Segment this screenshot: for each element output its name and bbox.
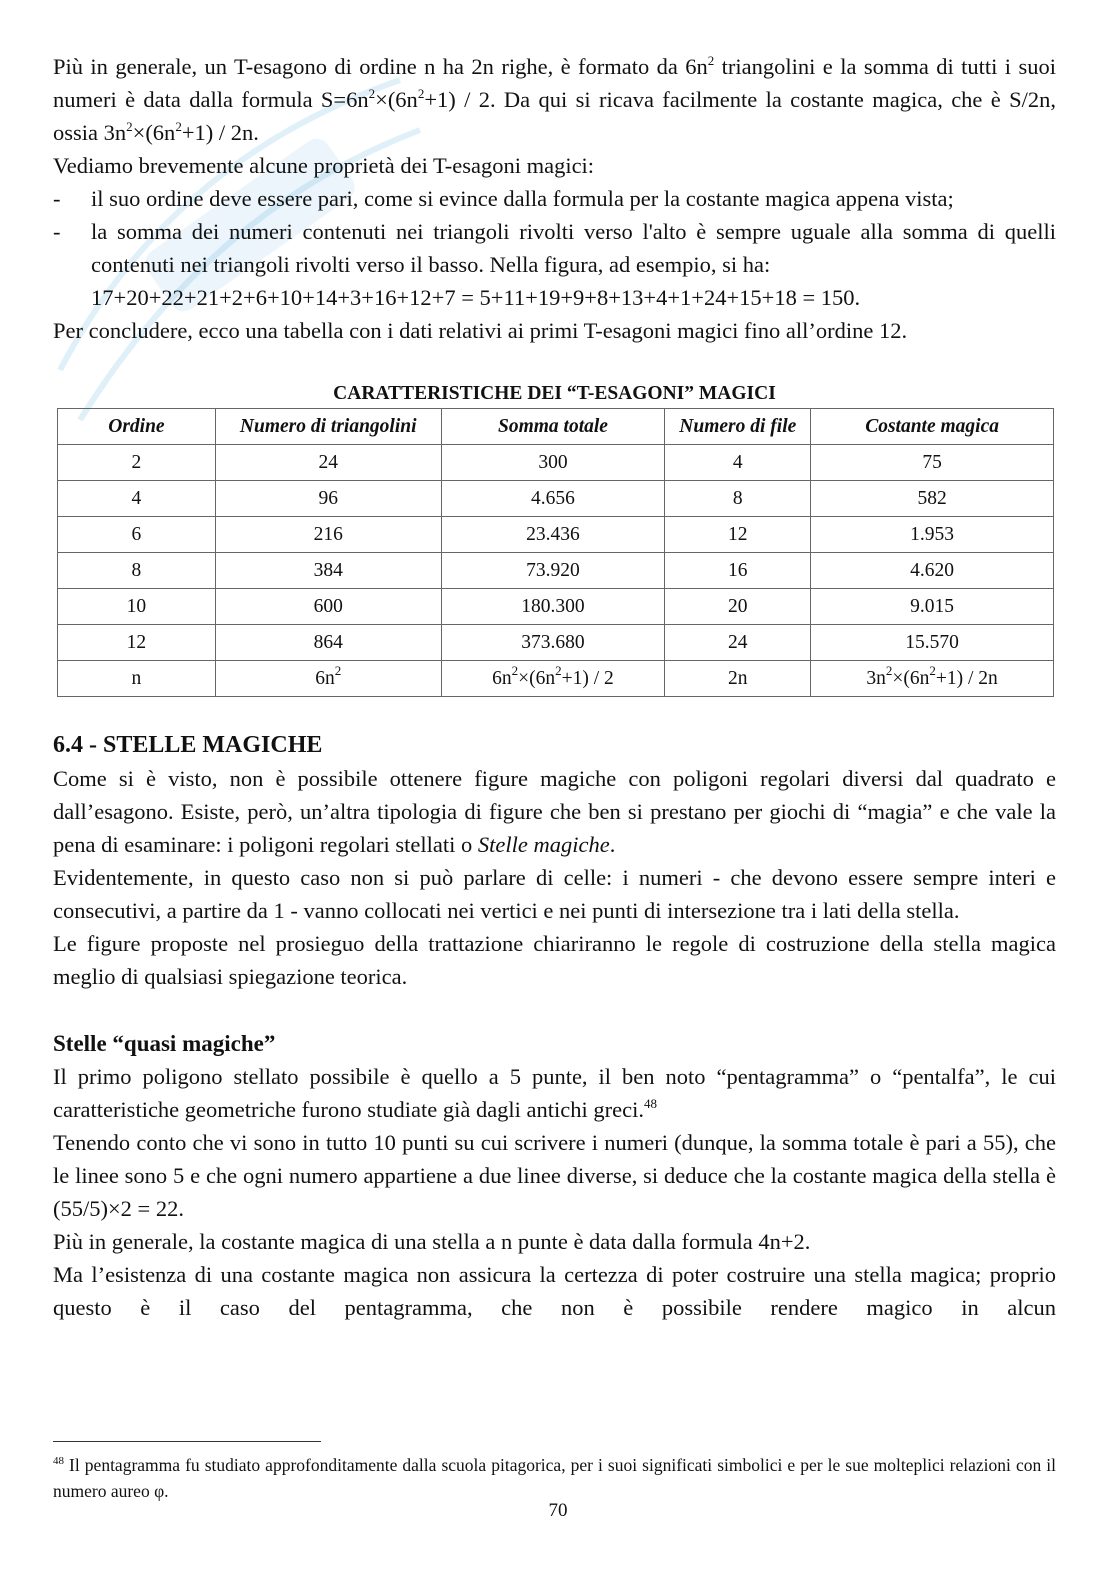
table-header-row [58,409,1054,445]
footnote-ref[interactable]: 48 [644,1096,657,1111]
footnote-divider [53,1441,321,1442]
table-cell: $6n^2\times(6n^2+1) / 2$ [441,661,665,697]
section-heading: 6.4 - STELLE MAGICHE [53,732,323,758]
table-row [58,445,1054,481]
table-cell: 12 [665,517,811,553]
table-cell: 24 [665,625,811,661]
table-row-formula [58,661,1054,697]
data-table [57,408,1054,697]
footnote-number: 48 [53,1455,64,1467]
table-cell: 4.620 [811,553,1054,589]
table-cell: 180.300 [441,589,665,625]
subsection-paragraph: Più in generale, la costante magica di una stella a n punte è data dalla formula 4n+2. [53,1229,811,1254]
subsection-paragraph: Ma l’esistenza di una costante magica non assicura la certezza di poter costruire una stella magica; proprio questo è il caso del pentagramma, che non è possibile rendere magico in alcun [53,1262,1056,1320]
table-cell: 600 [215,589,441,625]
list-dash: - [53,186,61,211]
table-cell: $6n^2$ [215,661,441,697]
section-paragraph: Come si è visto, non è possibile ottenere figure magiche con poligoni regolari diversi dal quadrato e dall’esagono. Esiste, però, un’altra tipologia di figure che ben si prestano per giochi di “magia” e che vale la pena di esaminare: i poligoni regolari stellati o Stelle magiche. [53,766,1056,857]
footnote: $^{48}$ Il pentagramma fu studiato approfonditamente dalla scuola pitagorica, per i suoi significati simbolici e per le sue molteplici relazioni con il numero aureo φ. [53,1455,1056,1501]
table-cell: $3n^2\times(6n^2+1) / 2n$ [811,661,1054,697]
table-cell: 12 [58,625,216,661]
table-cell: 16 [665,553,811,589]
table-intro: Per concludere, ecco una tabella con i dati relativi ai primi T-esagoni magici fino all’ordine 12. [53,318,908,343]
page-number: 70 [548,1500,568,1521]
table-cell: 73.920 [441,553,665,589]
subsection-paragraph: Il primo poligono stellato possibile è quello a 5 punte, il ben noto “pentagramma” o “pentalfa”, le cui caratteristiche geometriche furono studiate già dagli antichi greci.$^{48}$ [53,1064,1056,1122]
table-cell: 2n [665,661,811,697]
table-cell: 373.680 [441,625,665,661]
table-cell: 1.953 [811,517,1054,553]
table-cell: 24 [215,445,441,481]
table-cell: 4 [665,445,811,481]
table-cell: 9.015 [811,589,1054,625]
table-cell: 864 [215,625,441,661]
intro-paragraph: Più in generale, un T-esagono di ordine n ha 2n righe, è formato da $6n^2$ triangolini e la somma di tutti i suoi numeri è data dalla formula $S=6n^2\times(6n^2+1) / 2$. Da qui si ricava facilmente la costante magica, che è S/2n, ossia $3n^2\times(6n^2+1) / 2n$. [53,53,1056,145]
table-cell: 8 [58,553,216,589]
table-cell: 582 [811,481,1054,517]
table-cell: 96 [215,481,441,517]
subsection-heading: Stelle “quasi magiche” [53,1031,276,1056]
table-cell: 23.436 [441,517,665,553]
table-title: CARATTERISTICHE DEI “T-ESAGONI” MAGICI [333,383,776,404]
properties-intro: Vediamo brevemente alcune proprietà dei T-esagoni magici: [53,153,595,178]
table-row [58,553,1054,589]
table-cell: 300 [441,445,665,481]
subsection-paragraph: Tenendo conto che vi sono in tutto 10 punti su cui scrivere i numeri (dunque, la somma totale è pari a 55), che le linee sono 5 e che ogni numero appartiene a due linee diverse, si deduce che la costante magica della stella è (55/5)×2 = 22. [53,1130,1056,1221]
list-item [53,182,1056,215]
list-item [53,215,1056,314]
table-cell: 4.656 [441,481,665,517]
list-item-text: il suo ordine deve essere pari, come si evince dalla formula per la costante magica appena vista; [91,186,954,211]
list-item-text: la somma dei numeri contenuti nei triangoli rivolti verso l'alto è sempre uguale alla somma di quelli contenuti nei triangoli rivolti verso il basso. Nella figura, ad esempio, si ha: 17+20+22+21+2+6+10+14+3+16+12+7 = 5+11+19+9+8+13+4+1+24+15+18 = 150. [91,219,1056,310]
table-cell: 75 [811,445,1054,481]
table-row [58,481,1054,517]
list-dash: - [53,219,61,244]
table-cell: 8 [665,481,811,517]
table-cell: 10 [58,589,216,625]
column-header: Ordine [58,409,216,445]
page-content [53,50,1056,1324]
table-cell: n [58,661,216,697]
table-row [58,517,1054,553]
column-header: Numero di file [665,409,811,445]
table-cell: 15.570 [811,625,1054,661]
column-header: Numero di triangolini [215,409,441,445]
table-row [58,589,1054,625]
table-cell: 216 [215,517,441,553]
section-paragraph: Le figure proposte nel prosieguo della trattazione chiariranno le regole di costruzione della stella magica meglio di qualsiasi spiegazione teorica. [53,931,1056,989]
table-cell: 2 [58,445,216,481]
table-cell: 20 [665,589,811,625]
table-row [58,625,1054,661]
table-cell: 4 [58,481,216,517]
column-header: Costante magica [811,409,1054,445]
table-cell: 384 [215,553,441,589]
section-paragraph: Evidentemente, in questo caso non si può parlare di celle: i numeri - che devono essere sempre interi e consecutivi, a partire da 1 - vanno collocati nei vertici e nei punti di intersezione tra i lati della stella. [53,865,1056,923]
table-cell: 6 [58,517,216,553]
column-header: Somma totale [441,409,665,445]
